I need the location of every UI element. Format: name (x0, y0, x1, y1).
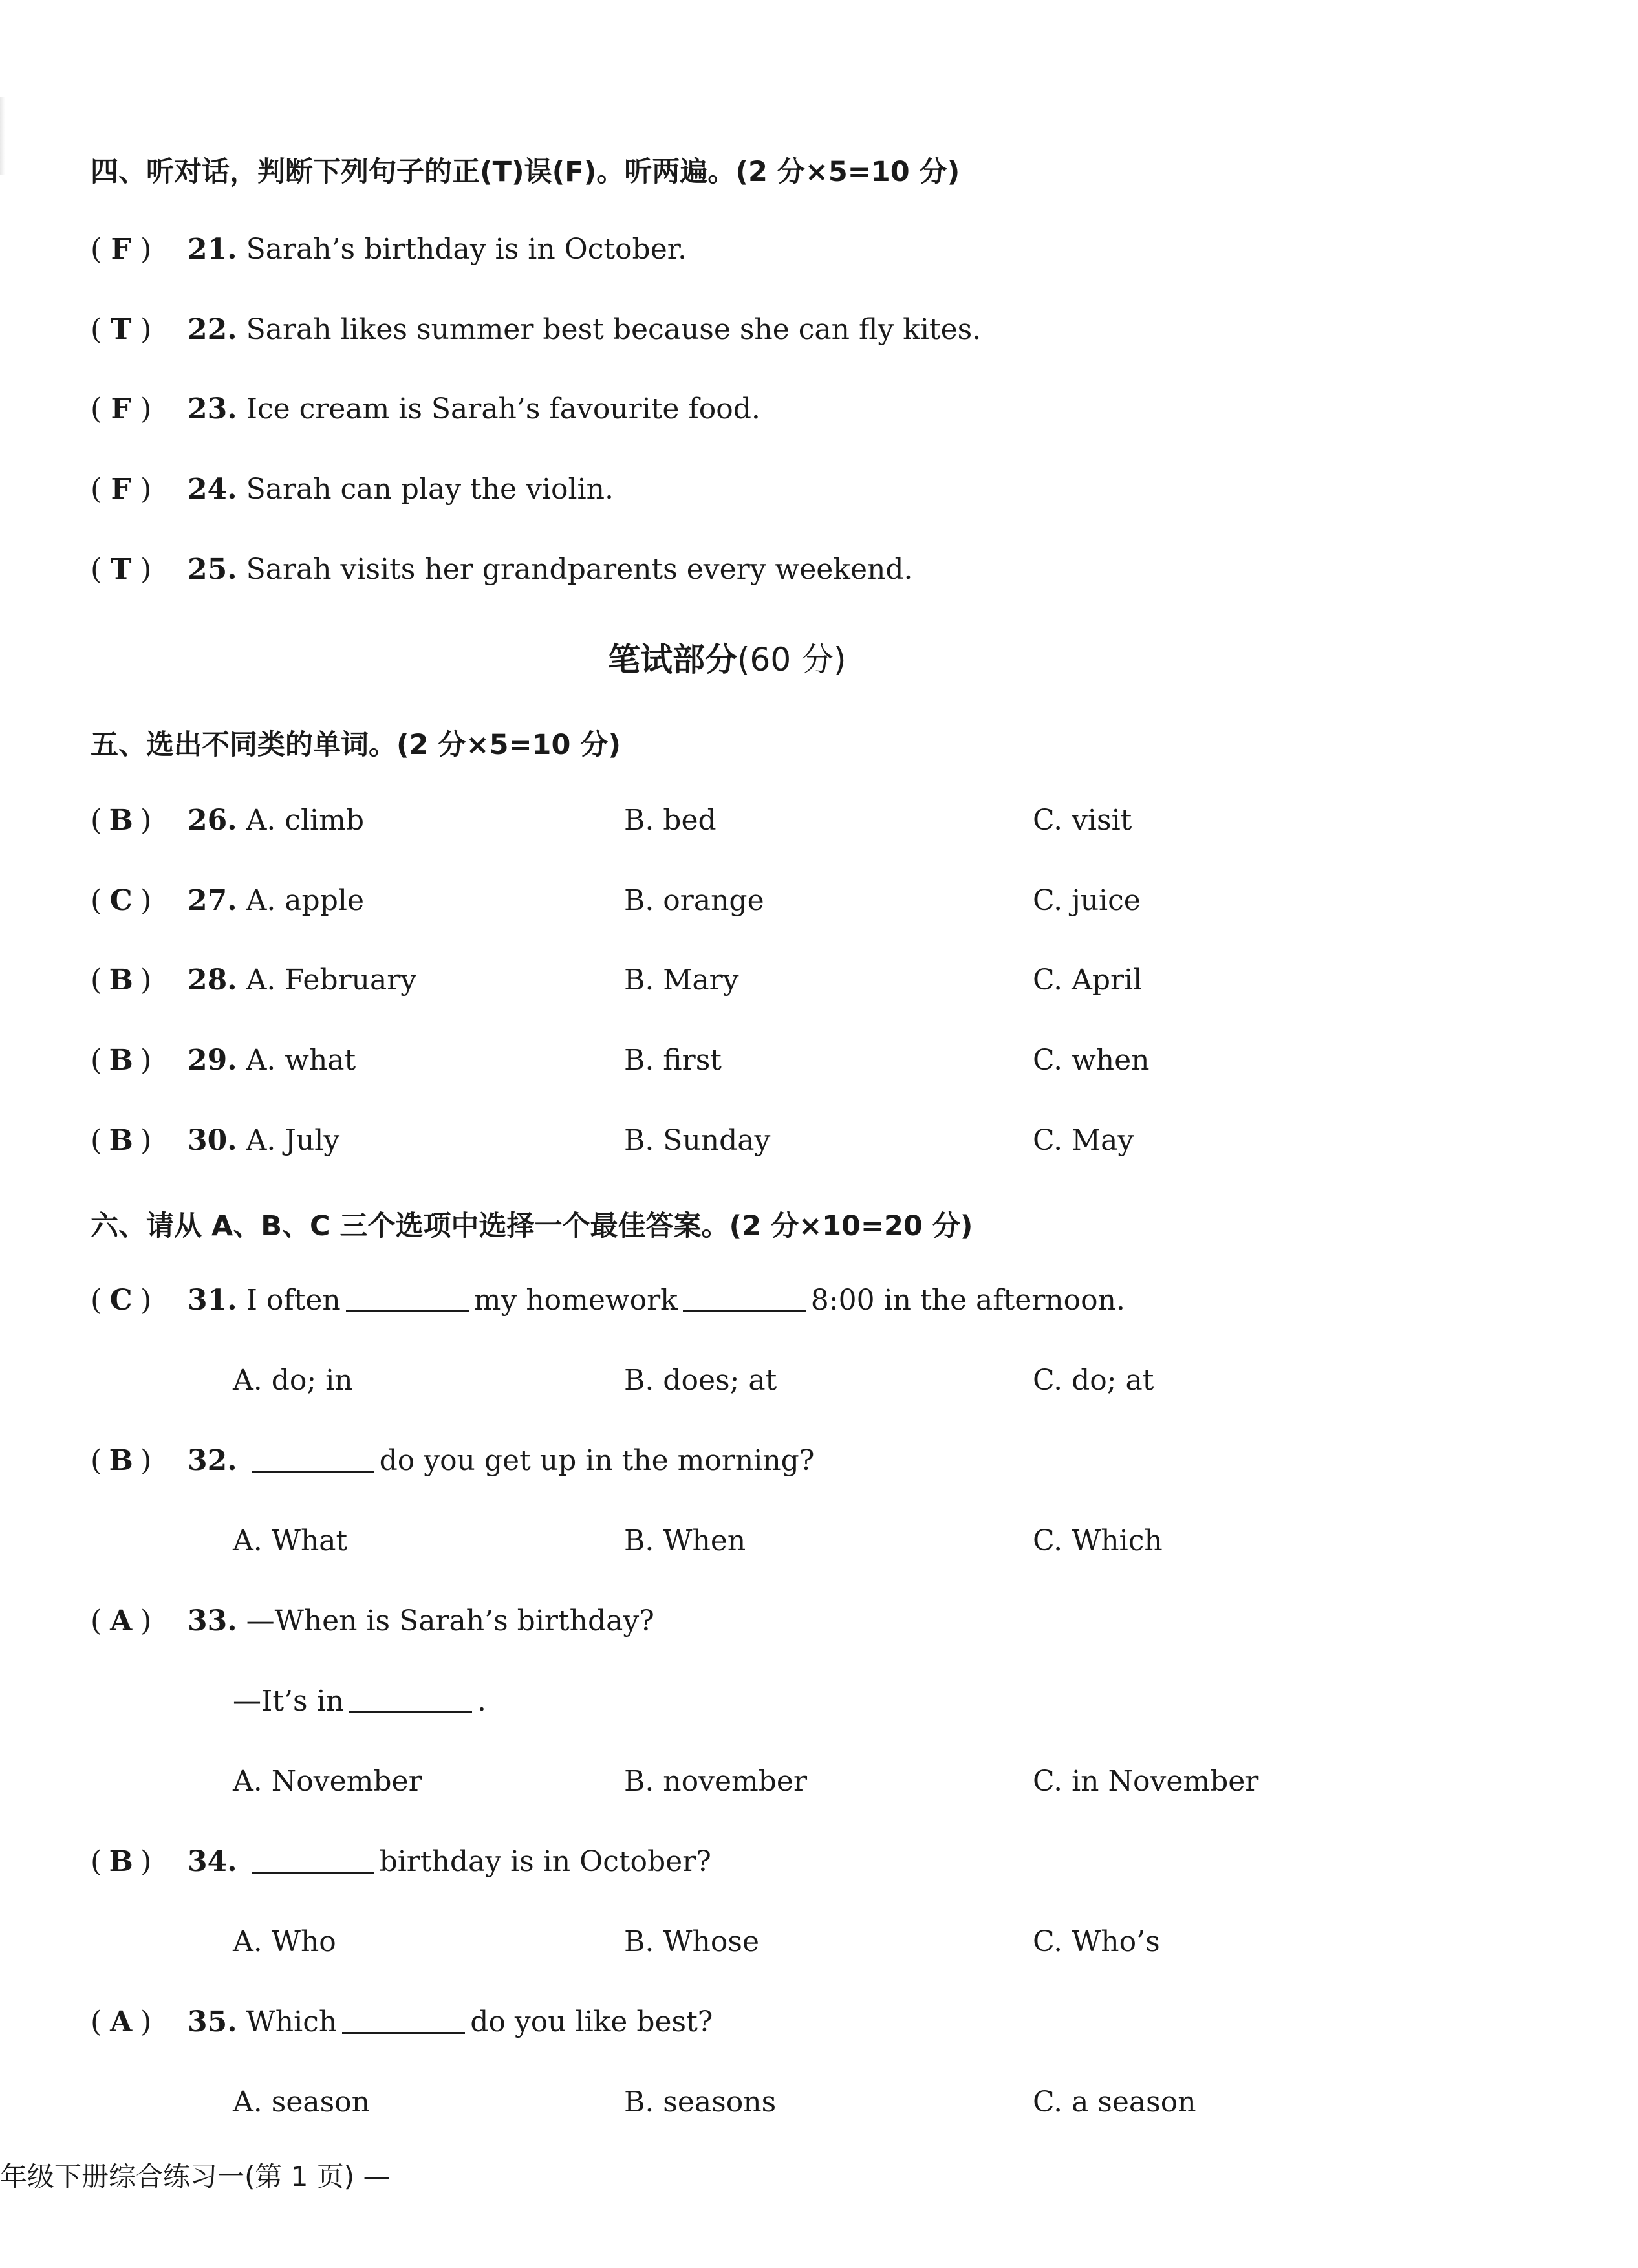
option-a: A. July (246, 1124, 340, 1157)
question-text: birthday is in October? (379, 1845, 711, 1878)
question-text: . (477, 1685, 487, 1718)
question-34: ( B ) 34. birthday is in October? (91, 1845, 711, 1878)
question-number: 24. (188, 473, 237, 506)
option-c: C. Who’s (1033, 1925, 1160, 1958)
question-text: Ice cream is Sarah’s favourite food. (246, 393, 760, 426)
question-text: Which (246, 2005, 338, 2038)
option-b: B. Whose (624, 1925, 759, 1958)
option-c: C. do; at (1033, 1364, 1154, 1397)
question-text: Sarah can play the violin. (246, 473, 614, 506)
question-27: ( C ) 27. A. apple (91, 884, 364, 917)
answer-blank (349, 1688, 472, 1713)
option-a: A. what (246, 1044, 356, 1077)
option-b: B. does; at (624, 1364, 777, 1397)
option-b: B. When (624, 1524, 746, 1557)
option-b: B. november (624, 1765, 807, 1798)
question-22: ( T ) 22. Sarah likes summer best because she can fly kites. (91, 313, 982, 346)
answer: F (111, 393, 131, 426)
question-25: ( T ) 25. Sarah visits her grandparents every weekend. (91, 553, 913, 586)
option-b: B. first (624, 1044, 722, 1077)
question-33: ( A ) 33. —When is Sarah’s birthday? (91, 1604, 654, 1637)
question-text: Sarah’s birthday is in October. (246, 233, 687, 266)
answer: T (110, 313, 132, 346)
question-text: —When is Sarah’s birthday? (246, 1604, 654, 1637)
option-c: C. juice (1033, 884, 1141, 917)
question-31: ( C ) 31. I often my homework 8:00 in the afternoon. (91, 1284, 1125, 1317)
answer-blank (252, 1848, 374, 1874)
question-number: 21. (188, 233, 237, 266)
section-6-header: 六、请从 A、B、C 三个选项中选择一个最佳答案。(2 分×10=20 分) (91, 1210, 973, 1242)
answer: B (109, 1444, 133, 1477)
answer: B (109, 1124, 133, 1157)
answer: B (109, 964, 133, 997)
question-text: —It’s in (233, 1685, 345, 1718)
page-fold-shadow (0, 97, 5, 175)
question-number: 30. (188, 1124, 237, 1157)
option-a: A. do; in (233, 1364, 353, 1397)
answer-blank (342, 2009, 465, 2034)
question-30: ( B ) 30. A. July (91, 1124, 340, 1157)
option-c: C. a season (1033, 2086, 1196, 2119)
question-text: do you get up in the morning? (379, 1444, 815, 1477)
question-text: Sarah visits her grandparents every weekend. (246, 553, 913, 586)
question-number: 27. (188, 884, 237, 917)
section-4-header: 四、听对话，判断下列句子的正(T)误(F)。听两遍。(2 分×5=10 分) (91, 156, 960, 188)
option-a: A. November (233, 1765, 422, 1798)
question-26: ( B ) 26. A. climb (91, 804, 364, 837)
option-c: C. May (1033, 1124, 1134, 1157)
question-number: 35. (188, 2005, 237, 2038)
option-a: A. climb (246, 804, 364, 837)
option-a: A. What (233, 1524, 348, 1557)
option-c: C. Which (1033, 1524, 1163, 1557)
question-24: ( F ) 24. Sarah can play the violin. (91, 473, 614, 506)
question-21: ( F ) 21. Sarah’s birthday is in October. (91, 233, 687, 266)
answer: B (109, 1044, 133, 1077)
answer-blank (683, 1287, 806, 1312)
question-number: 28. (188, 964, 237, 997)
answer-blank (252, 1447, 374, 1473)
question-number: 29. (188, 1044, 237, 1077)
answer: C (109, 1284, 133, 1317)
question-text: my homework (473, 1284, 678, 1317)
question-28: ( B ) 28. A. February (91, 964, 417, 997)
question-35: ( A ) 35. Which do you like best? (91, 2005, 713, 2038)
question-33-reply (233, 1685, 486, 1718)
answer: F (111, 233, 131, 266)
option-c: C. April (1033, 964, 1143, 997)
option-b: B. bed (624, 804, 717, 837)
answer: T (110, 553, 132, 586)
option-b: B. Mary (624, 964, 739, 997)
question-32: ( B ) 32. do you get up in the morning? (91, 1444, 815, 1477)
option-c: C. when (1033, 1044, 1150, 1077)
answer: A (110, 1604, 133, 1637)
written-part-label: 笔试部分 (608, 641, 737, 678)
question-29: ( B ) 29. A. what (91, 1044, 356, 1077)
question-number: 33. (188, 1604, 237, 1637)
section-5-header: 五、选出不同类的单词。(2 分×5=10 分) (91, 729, 621, 761)
option-c: C. in November (1033, 1765, 1259, 1798)
option-a: A. season (233, 2086, 371, 2119)
question-text: Sarah likes summer best because she can fly kites. (246, 313, 982, 346)
option-a: A. apple (246, 884, 364, 917)
answer: B (109, 804, 133, 837)
question-number: 26. (188, 804, 237, 837)
question-text: do you like best? (470, 2005, 713, 2038)
option-c: C. visit (1033, 804, 1132, 837)
option-a: A. February (246, 964, 417, 997)
answer-blank (346, 1287, 469, 1312)
answer: F (111, 473, 131, 506)
option-a: A. Who (233, 1925, 336, 1958)
option-b: B. seasons (624, 2086, 777, 2119)
question-text: 8:00 in the afternoon. (810, 1284, 1125, 1317)
page-footer: 年级下册综合练习一(第 1 页) — (0, 2161, 391, 2192)
question-number: 34. (188, 1845, 237, 1878)
question-number: 23. (188, 393, 237, 426)
question-23: ( F ) 23. Ice cream is Sarah’s favourite food. (91, 393, 760, 426)
question-number: 22. (188, 313, 237, 346)
written-part-score: (60 分) (737, 641, 846, 678)
answer: C (109, 884, 133, 917)
written-part-title (608, 634, 846, 680)
question-number: 25. (188, 553, 237, 586)
question-text: I often (246, 1284, 341, 1317)
option-b: B. Sunday (624, 1124, 771, 1157)
question-number: 32. (188, 1444, 237, 1477)
answer: A (110, 2005, 133, 2038)
option-b: B. orange (624, 884, 764, 917)
question-number: 31. (188, 1284, 237, 1317)
answer: B (109, 1845, 133, 1878)
